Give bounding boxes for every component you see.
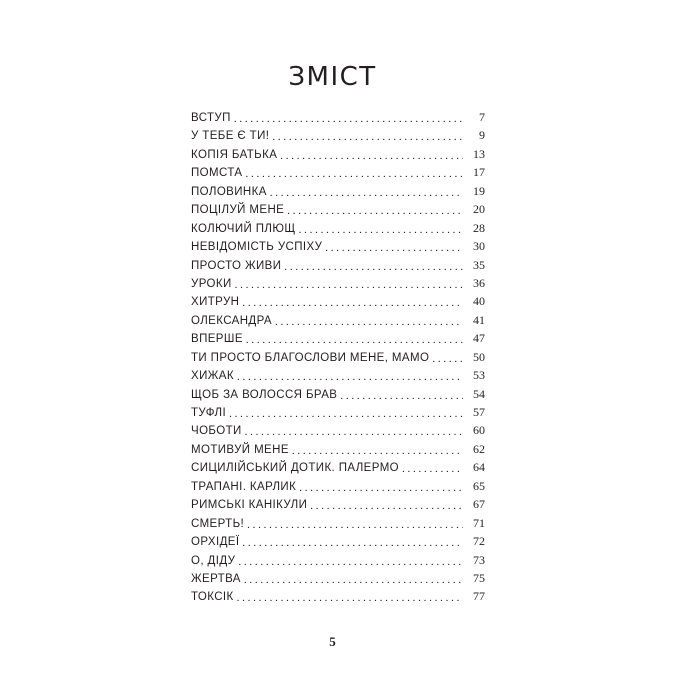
toc-entry	[191, 571, 485, 589]
toc-entry-page: 72	[473, 534, 485, 549]
toc-entry-page: 28	[473, 220, 485, 235]
toc-entry	[191, 479, 485, 497]
toc-dot-leader	[237, 371, 463, 383]
toc-entry-page: 7	[479, 110, 485, 124]
toc-entry	[191, 221, 485, 239]
toc-entry-page: 62	[473, 441, 485, 456]
toc-entry	[191, 276, 485, 294]
toc-entry-page: 57	[473, 405, 485, 419]
toc-entry-page: 54	[473, 386, 485, 401]
toc-entry	[191, 239, 485, 257]
toc-entry-title: ВСТУП	[191, 112, 231, 124]
toc-entry	[191, 128, 485, 146]
toc-entry	[191, 294, 485, 312]
toc-entry-page: 17	[473, 165, 485, 180]
toc-entry-page: 41	[473, 312, 485, 327]
toc-entry-title: ПРОСТО ЖИВИ	[191, 259, 282, 272]
toc-dot-leader	[246, 334, 463, 346]
toc-entry-title: ТОКСІК	[191, 591, 234, 604]
toc-entry-title: ХИТРУН	[191, 296, 240, 309]
toc-entry-title: ПОЛОВИНКА	[191, 185, 267, 198]
toc-entry-title: УРОКИ	[191, 277, 232, 290]
toc-entry-page: 77	[473, 589, 485, 604]
toc-entry	[191, 258, 485, 276]
toc-entry	[191, 423, 485, 441]
toc-entry	[191, 350, 485, 368]
toc-entry-page: 9	[479, 128, 485, 143]
toc-entry-title: РИМСЬКІ КАНІКУЛИ	[191, 499, 308, 512]
toc-dot-leader	[234, 113, 463, 125]
toc-entry	[191, 497, 485, 515]
toc-dot-leader	[242, 297, 463, 309]
toc-dot-leader	[242, 537, 463, 549]
toc-dot-leader	[272, 131, 463, 143]
toc-entry	[191, 110, 485, 128]
toc-dot-leader	[299, 224, 463, 236]
toc-dot-leader	[402, 463, 463, 475]
toc-dot-leader	[270, 187, 463, 199]
toc-entry-page: 13	[473, 146, 485, 161]
toc-entry	[191, 553, 485, 571]
toc-entry-title: СИЦИЛІЙСЬКИЙ ДОТИК. ПАЛЕРМО	[191, 462, 400, 475]
toc-entry	[191, 313, 485, 331]
toc-entry-title: ПОЦІЛУЙ МЕНЕ	[191, 204, 285, 217]
toc-entry	[191, 460, 485, 478]
toc-entry-page: 65	[473, 478, 485, 493]
toc-entry	[191, 442, 485, 460]
toc-entry	[191, 368, 485, 386]
toc-entry-title: ЧОБОТИ	[191, 425, 242, 438]
toc-entry	[191, 184, 485, 202]
toc-entry-title: МОТИВУЙ МЕНЕ	[191, 443, 289, 456]
toc-entry-page: 47	[473, 331, 485, 346]
table-of-contents	[191, 110, 485, 608]
toc-entry-page: 60	[473, 423, 485, 438]
toc-dot-leader	[247, 519, 463, 531]
toc-dot-leader	[275, 316, 463, 328]
toc-dot-leader	[237, 592, 463, 604]
toc-entry-page: 20	[473, 202, 485, 217]
toc-entry-page: 71	[473, 515, 485, 530]
toc-entry-page: 50	[473, 349, 485, 364]
toc-entry-page: 73	[473, 552, 485, 567]
toc-entry-title: ТИ ПРОСТО БЛАГОСЛОВИ МЕНЕ, МАМО	[191, 351, 430, 364]
toc-dot-leader	[229, 408, 463, 420]
toc-entry-title: ТУФЛІ	[191, 407, 227, 419]
toc-dot-leader	[287, 205, 463, 217]
toc-entry	[191, 147, 485, 165]
toc-dot-leader	[235, 279, 463, 291]
toc-dot-leader	[432, 353, 463, 365]
toc-entry-title: ХИЖАК	[191, 370, 234, 383]
toc-entry-title: НЕВІДОМІСТЬ УСПІХУ	[191, 241, 323, 254]
toc-entry-page: 19	[473, 183, 485, 198]
toc-entry	[191, 589, 485, 607]
toc-dot-leader	[284, 261, 463, 273]
toc-entry-title: ТРАПАНІ. КАРЛИК	[191, 480, 297, 493]
toc-entry-title: О, ДІДУ	[191, 554, 236, 567]
toc-entry-page: 64	[473, 460, 485, 475]
toc-entry-page: 67	[473, 497, 485, 512]
toc-entry-page: 53	[473, 368, 485, 383]
toc-entry-title: КОЛЮЧИЙ ПЛЮЩ	[191, 222, 296, 235]
toc-entry-title: КОПІЯ БАТЬКА	[191, 148, 278, 161]
toc-dot-leader	[299, 482, 463, 494]
toc-entry-page: 75	[473, 570, 485, 585]
toc-entry-title: ЖЕРТВА	[191, 572, 241, 585]
toc-entry-title: ПОМСТА	[191, 167, 243, 180]
toc-entry-page: 36	[473, 275, 485, 290]
toc-dot-leader	[238, 556, 463, 568]
page-number: 5	[329, 634, 336, 649]
toc-entry	[191, 387, 485, 405]
toc-dot-leader	[325, 242, 463, 254]
toc-entry-title: ОРХІДЕЇ	[191, 536, 240, 549]
toc-entry	[191, 534, 485, 552]
toc-dot-leader	[245, 168, 463, 180]
toc-dot-leader	[310, 500, 463, 512]
toc-entry-page: 30	[473, 239, 485, 254]
page-title: ЗМІСТ	[288, 62, 377, 92]
toc-entry-page: 40	[473, 294, 485, 309]
toc-entry-title: ЩОБ ЗА ВОЛОССЯ БРАВ	[191, 388, 338, 401]
toc-entry-title: У ТЕБЕ Є ТИ!	[191, 130, 270, 143]
toc-entry	[191, 165, 485, 183]
toc-entry	[191, 202, 485, 220]
toc-entry	[191, 516, 485, 534]
toc-dot-leader	[292, 445, 463, 457]
toc-entry	[191, 405, 485, 423]
toc-entry-title: ВПЕРШЕ	[191, 333, 243, 346]
toc-dot-leader	[244, 574, 463, 586]
toc-dot-leader	[245, 426, 463, 438]
toc-entry-title: СМЕРТЬ!	[191, 517, 245, 530]
toc-dot-leader	[340, 390, 463, 402]
toc-entry-title: ОЛЕКСАНДРА	[191, 314, 272, 327]
toc-entry-page: 35	[473, 257, 485, 272]
toc-dot-leader	[280, 150, 463, 162]
toc-entry	[191, 331, 485, 349]
